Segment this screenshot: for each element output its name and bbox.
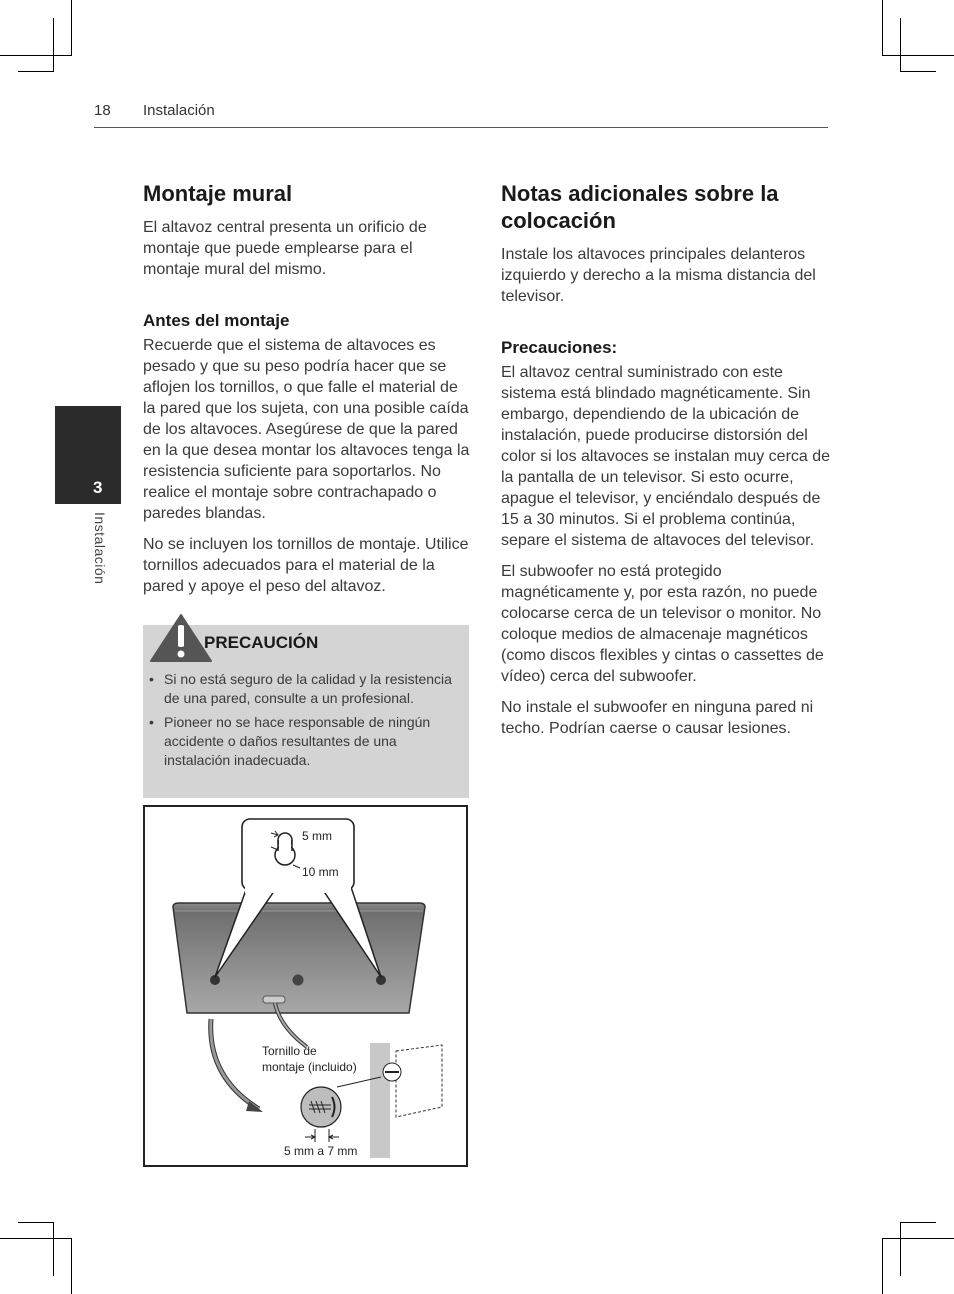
mounting-diagram (145, 807, 466, 1165)
left-column (143, 180, 470, 597)
label-5mm: 5 mm (302, 829, 332, 843)
right-column (501, 180, 831, 739)
precautions-text-1: El altavoz central suministrado con este sistema está blindado magnéticamente. Sin embargo, dependiendo de la ubicación de instalación, puede producirse distorsión del color si los altavoces se instalan muy cerca de la pantalla de un televisor. Si esto ocurre, apague el televisor, y enciéndalo después de 15 a 30 minutos. Si el problema continúa, separe el sistema de altavoces del televisor. (501, 364, 831, 549)
chapter-label-wrap (88, 512, 114, 602)
caution-title: PRECAUCIÓN (204, 633, 319, 652)
center-hole (293, 975, 304, 986)
placement-intro: Instale los altavoces principales delanteros izquierdo y derecho a la misma distancia del televisor. (501, 246, 816, 305)
caution-item: • Si no está seguro de la calidad y la resistencia de una pared, consulte a un profesional. (149, 670, 459, 708)
chapter-number: 3 (93, 478, 103, 497)
before-mounting-heading: Antes del montaje (143, 311, 290, 330)
caution-box (143, 625, 469, 798)
screws-note: No se incluyen los tornillos de montaje. Utilice tornillos adecuados para el material de la pared y apoye el peso del altavoz. (143, 536, 469, 595)
wall-section (370, 1043, 390, 1158)
label-range: 5 mm a 7 mm (284, 1144, 358, 1158)
precautions-text-3: No instale el subwoofer en ninguna pared ni techo. Podrían caerse o causar lesiones. (501, 699, 814, 737)
placement-heading: Notas adicionales sobre la colocación (501, 181, 779, 233)
caution-list (149, 670, 459, 775)
section-title: Instalación (143, 102, 215, 119)
wall-mount-heading: Montaje mural (143, 181, 293, 206)
caution-item: • Pioneer no se hace responsable de ningún accidente o daños resultantes de una instalación inadecuada. (149, 713, 459, 770)
wall-mount-intro: El altavoz central presenta un orificio de montaje que puede emplearse para el montaje mural del mismo. (143, 219, 427, 278)
before-mounting-text: Recuerde que el sistema de altavoces es pesado y que su peso podría hacer que se aflojen los tornillos, o que falle el material de la pared que los sujeta, con una posible caída de los altavoces. Asegúrese de que la pared en la que desea montar los altavoces tenga la resistencia suficiente para soportarlos. No realice el montaje sobre contrachapado o paredes blandas. (143, 337, 470, 522)
page-header (94, 100, 828, 128)
speaker-body (173, 903, 425, 1013)
wall-mount-figure (143, 805, 468, 1167)
label-screw-1: Tornillo de (262, 1044, 317, 1058)
precautions-text-2: El subwoofer no está protegido magnéticamente y, por esta razón, no puede colocarse cerca de un televisor o monitor. No coloque medios de almacenaje magnéticos (como discos flexibles y cintas o cassettes de vídeo) cerca del subwoofer. (501, 563, 824, 685)
page-number: 18 (94, 102, 111, 119)
chapter-tab (55, 406, 121, 504)
chapter-label: Instalación (92, 512, 108, 585)
label-10mm: 10 mm (302, 865, 339, 879)
label-screw-2: montaje (incluido) (262, 1060, 357, 1074)
precautions-heading: Precauciones: (501, 338, 618, 357)
